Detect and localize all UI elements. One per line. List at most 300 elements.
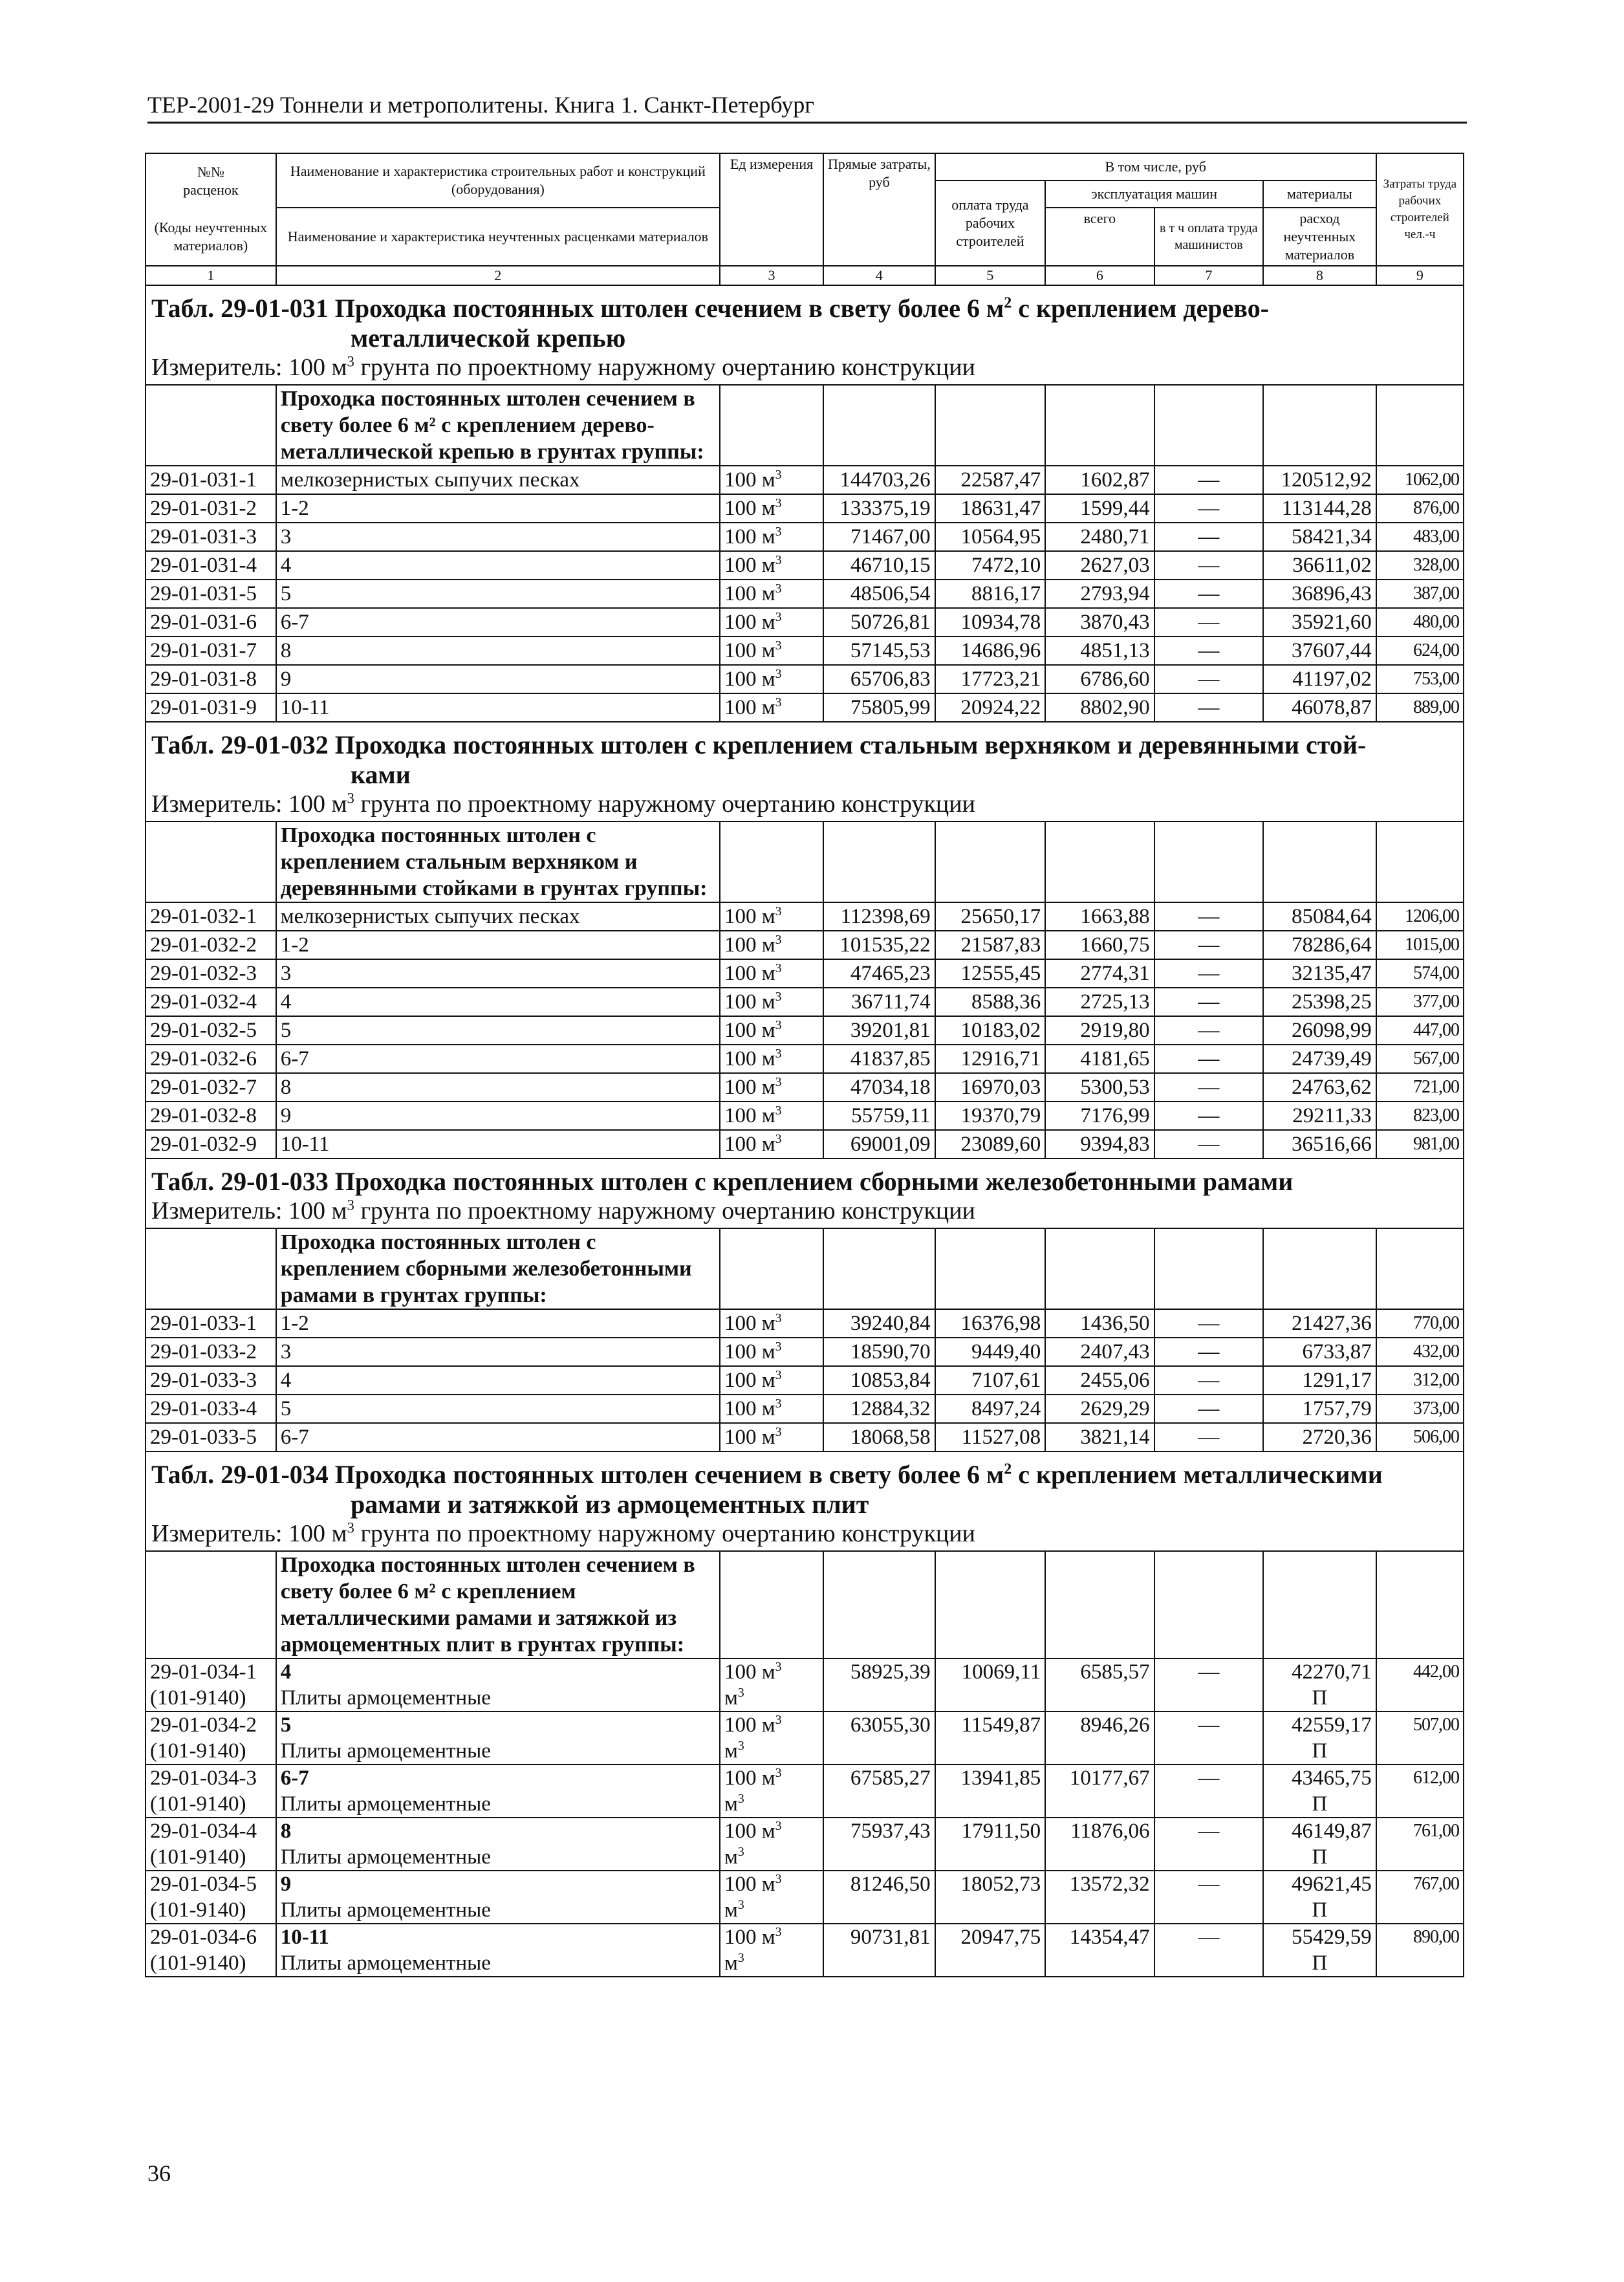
material-name: Плиты армоцементные	[280, 1951, 491, 1975]
labor-hours: 770,00	[1376, 1309, 1464, 1338]
rate-code-text: 29-01-034-1	[150, 1660, 257, 1684]
unit-line	[724, 1017, 819, 1044]
machinist-pay: —	[1154, 1395, 1263, 1423]
rate-name	[276, 523, 720, 551]
rate-name	[276, 1765, 720, 1818]
unit-line	[724, 1818, 819, 1844]
rate-name	[276, 466, 720, 494]
measure-exponent: 3	[347, 790, 354, 807]
direct-cost: 12884,32	[823, 1395, 935, 1423]
section-title-exponent: 2	[1004, 294, 1012, 312]
machinist-pay: —	[1154, 1073, 1263, 1102]
section-title-text: Табл. 29-01-031 Проходка постоянных штолен сечением в свету более 6 м	[151, 294, 1004, 323]
labor-pay: 20924,22	[935, 693, 1046, 722]
materials-cost: 78286,64	[1263, 931, 1376, 959]
unit-cell	[720, 1366, 823, 1395]
unit-line	[724, 1102, 819, 1129]
unit-text: 100 м	[724, 1766, 775, 1790]
labor-pay: 18052,73	[935, 1871, 1046, 1924]
rate-name-text: 3	[280, 962, 292, 985]
table-row	[146, 1818, 1464, 1871]
rate-code	[146, 523, 276, 551]
unit-cell	[720, 523, 823, 551]
machine-cost: 4181,65	[1045, 1045, 1154, 1073]
rate-code	[146, 580, 276, 608]
table-row	[146, 1309, 1464, 1338]
section-title-text-cont: с креплением металлическими	[1012, 1460, 1383, 1489]
rate-name-text: 10-11	[280, 1926, 329, 1949]
unit-line	[724, 1395, 819, 1422]
rate-code-text: 29-01-031-8	[150, 668, 257, 691]
materials-cost: 85084,64	[1263, 902, 1376, 931]
labor-pay: 10183,02	[935, 1016, 1046, 1045]
unit-text: 100 м	[724, 497, 775, 520]
machinist-pay: —	[1154, 665, 1263, 693]
unit-cell	[720, 608, 823, 636]
unit-text: 100 м	[724, 962, 775, 985]
column-number: 3	[720, 266, 823, 285]
material-code: (101-9140)	[150, 1686, 246, 1710]
machine-cost: 1599,44	[1045, 494, 1154, 523]
machine-cost: 4851,13	[1045, 636, 1154, 665]
rate-code-text: 29-01-032-8	[150, 1104, 257, 1127]
unit-cell	[720, 1765, 823, 1818]
section-title-text: Табл. 29-01-033 Проходка постоянных штолен с креплением сборными железобетонными рамами	[151, 1167, 1294, 1196]
unit-exponent: 3	[775, 1018, 782, 1032]
unit-cell	[720, 902, 823, 931]
unit-text: 100 м	[724, 1019, 775, 1042]
unit-cell	[720, 466, 823, 494]
page-number: 36	[147, 2160, 171, 2186]
unit-exponent: 3	[775, 1872, 782, 1886]
section-title-line1	[151, 294, 1269, 323]
rate-name-text: 3	[280, 525, 292, 549]
table-row	[146, 1765, 1464, 1818]
measure-suffix: грунта по проектному наружному очертанию конструкции	[354, 1520, 975, 1547]
machine-cost: 10177,67	[1045, 1765, 1154, 1818]
unit-exponent: 3	[775, 695, 782, 710]
labor-pay: 10934,78	[935, 608, 1046, 636]
rate-name-text: 4	[280, 1660, 292, 1684]
description-row	[146, 1228, 1464, 1309]
head-group: В том числе, руб	[935, 153, 1376, 180]
labor-hours: 328,00	[1376, 551, 1464, 580]
unit-exponent: 3	[775, 990, 782, 1004]
unit-cell	[720, 1658, 823, 1712]
unit-line	[724, 666, 819, 693]
rate-name	[276, 1366, 720, 1395]
direct-cost: 50726,81	[823, 608, 935, 636]
unit-exponent: 3	[775, 961, 782, 975]
material-name: Плиты армоцементные	[280, 1739, 491, 1763]
labor-hours: 753,00	[1376, 665, 1464, 693]
rate-code-text: 29-01-032-6	[150, 1047, 257, 1070]
direct-cost: 63055,30	[823, 1712, 935, 1765]
measure-text	[146, 1197, 1464, 1228]
unit-cell	[720, 1073, 823, 1102]
description-blank	[1263, 1228, 1376, 1309]
description-blank	[823, 1551, 935, 1658]
running-header: ТЕР-2001-29 Тоннели и метрополитены. Книга 1. Санкт-Петербург	[147, 92, 815, 118]
direct-cost: 67585,27	[823, 1765, 935, 1818]
measure-exponent: 3	[347, 353, 354, 370]
rate-code	[146, 551, 276, 580]
labor-hours: 447,00	[1376, 1016, 1464, 1045]
unit-exponent: 3	[775, 1340, 782, 1354]
materials-cost: 6733,87	[1263, 1338, 1376, 1366]
rate-code-text: 29-01-032-2	[150, 933, 257, 957]
labor-hours: 1015,00	[1376, 931, 1464, 959]
direct-cost: 58925,39	[823, 1658, 935, 1712]
material-flag: П	[1312, 1845, 1328, 1869]
work-description: Проходка постоянных штолен сечением в свету более 6 м² с креплением дерево-металлической крепью в грунтах группы:	[276, 385, 720, 466]
direct-cost: 18590,70	[823, 1338, 935, 1366]
work-description: Проходка постоянных штолен с креплением сборными железобетонными рамами в грунтах группы:	[276, 1228, 720, 1309]
unit-cell	[720, 1395, 823, 1423]
rate-name-text: 9	[280, 668, 292, 691]
machinist-pay: —	[1154, 551, 1263, 580]
labor-pay: 10564,95	[935, 523, 1046, 551]
rate-code-text: 29-01-031-5	[150, 582, 257, 605]
table-row	[146, 1130, 1464, 1158]
unit-cell	[720, 636, 823, 665]
machine-cost: 9394,83	[1045, 1130, 1154, 1158]
description-blank	[1376, 821, 1464, 902]
labor-pay: 22587,47	[935, 466, 1046, 494]
rate-code	[146, 902, 276, 931]
unit-text: 100 м	[724, 1426, 775, 1449]
labor-hours: 480,00	[1376, 608, 1464, 636]
labor-hours: 1062,00	[1376, 466, 1464, 494]
machine-cost: 3870,43	[1045, 608, 1154, 636]
rate-name	[276, 580, 720, 608]
materials-cost: 36896,43	[1263, 580, 1376, 608]
column-number: 1	[146, 266, 276, 285]
table-row	[146, 665, 1464, 693]
unit-line	[724, 1659, 819, 1685]
labor-hours: 432,00	[1376, 1338, 1464, 1366]
labor-pay: 17723,21	[935, 665, 1046, 693]
section-title-text-cont: с креплением дерево-	[1012, 294, 1270, 323]
column-number: 9	[1376, 266, 1464, 285]
measure-row	[146, 790, 1464, 821]
unit-cell	[720, 1045, 823, 1073]
materials-cost: 41197,02	[1263, 665, 1376, 693]
rate-name	[276, 1073, 720, 1102]
materials-cost: 113144,28	[1263, 494, 1376, 523]
unit-text: 100 м	[724, 1076, 775, 1099]
machinist-pay: —	[1154, 636, 1263, 665]
rate-name-text: 4	[280, 554, 292, 577]
unit-text: 100 м	[724, 990, 775, 1014]
measure-exponent: 3	[347, 1519, 354, 1536]
description-blank	[823, 1228, 935, 1309]
labor-hours: 612,00	[1376, 1765, 1464, 1818]
rate-code-text: 29-01-034-2	[150, 1713, 257, 1737]
labor-pay: 7472,10	[935, 551, 1046, 580]
direct-cost: 69001,09	[823, 1130, 935, 1158]
rate-name-text: 8	[280, 639, 292, 662]
machinist-pay: —	[1154, 1366, 1263, 1395]
section-title-exponent: 2	[1004, 1461, 1012, 1478]
section-title-row	[146, 722, 1464, 790]
head-mach-total: всего	[1045, 208, 1154, 266]
machine-cost: 2774,31	[1045, 959, 1154, 988]
unit-exponent: 3	[775, 1103, 782, 1118]
rate-name-text: 4	[280, 1369, 292, 1392]
unit-line	[724, 903, 819, 930]
rate-code	[146, 1309, 276, 1338]
rate-name-text: 1-2	[280, 933, 309, 957]
measure-prefix: Измеритель: 100 м	[151, 354, 347, 381]
unit-line	[724, 466, 819, 494]
rate-code	[146, 1395, 276, 1423]
section-title-line1	[151, 730, 1366, 759]
table-row	[146, 523, 1464, 551]
machinist-pay: —	[1154, 1309, 1263, 1338]
description-blank	[823, 821, 935, 902]
section-title-text: Табл. 29-01-032 Проходка постоянных штолен с креплением стальным верхняком и деревянными стой-	[151, 730, 1367, 759]
labor-hours: 506,00	[1376, 1423, 1464, 1451]
unit-exponent: 3	[775, 1132, 782, 1146]
machine-cost: 2793,94	[1045, 580, 1154, 608]
labor-hours: 507,00	[1376, 1712, 1464, 1765]
labor-pay: 20947,75	[935, 1924, 1046, 1977]
head-material-consumption: расход неучтенных материалов	[1263, 208, 1376, 266]
section-title-row	[146, 285, 1464, 353]
unit-line	[724, 580, 819, 607]
material-name: Плиты армоцементные	[280, 1845, 491, 1869]
rate-code	[146, 608, 276, 636]
materials-cost	[1263, 1658, 1376, 1712]
unit-line	[724, 1131, 819, 1158]
machine-cost: 6585,57	[1045, 1658, 1154, 1712]
rate-code	[146, 1130, 276, 1158]
description-blank	[146, 821, 276, 902]
labor-pay: 16376,98	[935, 1309, 1046, 1338]
machinist-pay: —	[1154, 1871, 1263, 1924]
material-name: Плиты армоцементные	[280, 1898, 491, 1922]
material-unit-line	[724, 1844, 819, 1870]
unit-text: 100 м	[724, 639, 775, 662]
table-row	[146, 551, 1464, 580]
direct-cost: 18068,58	[823, 1423, 935, 1451]
rate-name-text: 1-2	[280, 497, 309, 520]
section-title	[146, 1158, 1464, 1197]
materials-cost: 36611,02	[1263, 551, 1376, 580]
labor-hours: 721,00	[1376, 1073, 1464, 1102]
machine-cost: 2627,03	[1045, 551, 1154, 580]
rate-code	[146, 693, 276, 722]
labor-hours: 567,00	[1376, 1045, 1464, 1073]
labor-hours: 981,00	[1376, 1130, 1464, 1158]
rate-code-text: 29-01-034-6	[150, 1926, 257, 1949]
rate-name-text: 1-2	[280, 1312, 309, 1335]
unit-cell	[720, 1924, 823, 1977]
labor-hours: 574,00	[1376, 959, 1464, 988]
rate-name-text: 6-7	[280, 1766, 309, 1790]
table-row	[146, 1395, 1464, 1423]
rate-code	[146, 636, 276, 665]
rate-code-text: 29-01-033-5	[150, 1426, 257, 1449]
rate-name-text: 5	[280, 1397, 292, 1420]
materials-cost: 1291,17	[1263, 1366, 1376, 1395]
materials-cost: 32135,47	[1263, 959, 1376, 988]
rate-code-text: 29-01-031-9	[150, 696, 257, 719]
material-flag: П	[1312, 1739, 1328, 1763]
unit-text: 100 м	[724, 905, 775, 928]
unit-exponent: 3	[775, 933, 782, 947]
section-title-text: Табл. 29-01-034 Проходка постоянных штолен сечением в свету более 6 м	[151, 1460, 1004, 1489]
head-labor-pay: оплата труда рабочих строителей	[935, 180, 1046, 266]
unit-line	[724, 1924, 819, 1950]
unit-cell	[720, 665, 823, 693]
description-blank	[935, 1228, 1046, 1309]
table-row	[146, 959, 1464, 988]
work-description: Проходка постоянных штолен сечением в свету более 6 м² с креплением металлическими рамами и затяжкой из армоцементных плит в грунтах группы:	[276, 1551, 720, 1658]
labor-pay: 25650,17	[935, 902, 1046, 931]
unit-line	[724, 1765, 819, 1791]
direct-cost: 47034,18	[823, 1073, 935, 1102]
column-number: 5	[935, 266, 1046, 285]
section-title-row	[146, 1451, 1464, 1519]
unit-cell	[720, 580, 823, 608]
rate-code-text: 29-01-031-3	[150, 525, 257, 549]
machinist-pay: —	[1154, 693, 1263, 722]
unit-text: 100 м	[724, 1133, 775, 1156]
description-row	[146, 1551, 1464, 1658]
table-row	[146, 1423, 1464, 1451]
machinist-pay: —	[1154, 466, 1263, 494]
unit-line	[724, 988, 819, 1016]
machinist-pay: —	[1154, 523, 1263, 551]
rate-name-text: 5	[280, 1713, 292, 1737]
unit-text: 100 м	[724, 1873, 775, 1896]
unit-text: 100 м	[724, 1104, 775, 1127]
machine-cost: 14354,47	[1045, 1924, 1154, 1977]
labor-pay: 13941,85	[935, 1765, 1046, 1818]
description-blank	[1263, 821, 1376, 902]
labor-hours: 483,00	[1376, 523, 1464, 551]
unit-cell	[720, 1016, 823, 1045]
rate-name	[276, 902, 720, 931]
rate-name	[276, 1395, 720, 1423]
rate-name-text: 10-11	[280, 696, 330, 719]
rate-code-text: 29-01-034-5	[150, 1873, 257, 1896]
column-number: 2	[276, 266, 720, 285]
head-direct-cost: Прямые затраты, руб	[823, 153, 935, 266]
rate-code	[146, 1338, 276, 1366]
rate-name-text: мелкозернистых сыпучих песках	[280, 468, 580, 492]
description-row	[146, 821, 1464, 902]
table-row	[146, 636, 1464, 665]
rate-name	[276, 1658, 720, 1712]
description-blank	[1045, 1551, 1154, 1658]
machine-cost: 2407,43	[1045, 1338, 1154, 1366]
material-unit-exponent: 3	[737, 1898, 744, 1912]
rate-name	[276, 1871, 720, 1924]
machine-cost: 2629,29	[1045, 1395, 1154, 1423]
materials-cost	[1263, 1818, 1376, 1871]
unit-line	[724, 1045, 819, 1072]
rate-name	[276, 551, 720, 580]
material-unit-exponent: 3	[737, 1792, 744, 1806]
rate-code	[146, 1366, 276, 1395]
table-row	[146, 1924, 1464, 1977]
rate-code-text: 29-01-032-3	[150, 962, 257, 985]
machinist-pay: —	[1154, 1658, 1263, 1712]
unit-text: 100 м	[724, 1660, 775, 1684]
rate-code	[146, 1924, 276, 1977]
labor-pay: 12916,71	[935, 1045, 1046, 1073]
direct-cost: 71467,00	[823, 523, 935, 551]
unit-exponent: 3	[775, 1047, 782, 1061]
unit-cell	[720, 1712, 823, 1765]
machine-cost: 8802,90	[1045, 693, 1154, 722]
direct-cost: 75805,99	[823, 693, 935, 722]
head-col2-top: Наименование и характеристика строительных работ и конструкций (оборудования)	[276, 153, 720, 208]
unit-text: 100 м	[724, 1340, 775, 1364]
head-rates-label: расценок	[183, 181, 239, 198]
labor-hours: 876,00	[1376, 494, 1464, 523]
rate-name-text: 3	[280, 1340, 292, 1364]
column-number: 7	[1154, 266, 1263, 285]
unit-cell	[720, 959, 823, 988]
material-unit-exponent: 3	[737, 1739, 744, 1753]
section-title-line1	[151, 1167, 1293, 1196]
direct-cost: 41837,85	[823, 1045, 935, 1073]
column-number: 6	[1045, 266, 1154, 285]
direct-cost: 46710,15	[823, 551, 935, 580]
unit-text: 100 м	[724, 1312, 775, 1335]
material-code: (101-9140)	[150, 1845, 246, 1869]
unit-line	[724, 694, 819, 721]
description-blank	[1154, 821, 1263, 902]
unit-line	[724, 931, 819, 959]
labor-hours: 377,00	[1376, 988, 1464, 1016]
rate-code	[146, 1658, 276, 1712]
unit-exponent: 3	[775, 1925, 782, 1939]
table-row	[146, 1338, 1464, 1366]
material-unit: м	[724, 1739, 738, 1763]
materials-cost-value: 55429,59	[1292, 1926, 1372, 1949]
rate-name-text: 10-11	[280, 1133, 330, 1156]
rate-name-text: 5	[280, 1019, 292, 1042]
unit-line	[724, 960, 819, 987]
description-blank	[1045, 385, 1154, 466]
machine-cost: 13572,32	[1045, 1871, 1154, 1924]
materials-cost: 36516,66	[1263, 1130, 1376, 1158]
materials-cost: 37607,44	[1263, 636, 1376, 665]
unit-exponent: 3	[775, 667, 782, 681]
material-unit-exponent: 3	[737, 1845, 744, 1859]
unit-line	[724, 1712, 819, 1738]
direct-cost: 133375,19	[823, 494, 935, 523]
material-unit-line	[724, 1738, 819, 1764]
unit-text: 100 м	[724, 1713, 775, 1737]
unit-exponent: 3	[775, 1368, 782, 1382]
rate-code	[146, 1423, 276, 1451]
material-unit-line	[724, 1791, 819, 1817]
rate-code	[146, 931, 276, 959]
machinist-pay: —	[1154, 931, 1263, 959]
column-number: 4	[823, 266, 935, 285]
table-row	[146, 1871, 1464, 1924]
machine-cost: 1602,87	[1045, 466, 1154, 494]
machine-cost: 5300,53	[1045, 1073, 1154, 1102]
rate-name	[276, 1045, 720, 1073]
table-row	[146, 1102, 1464, 1130]
